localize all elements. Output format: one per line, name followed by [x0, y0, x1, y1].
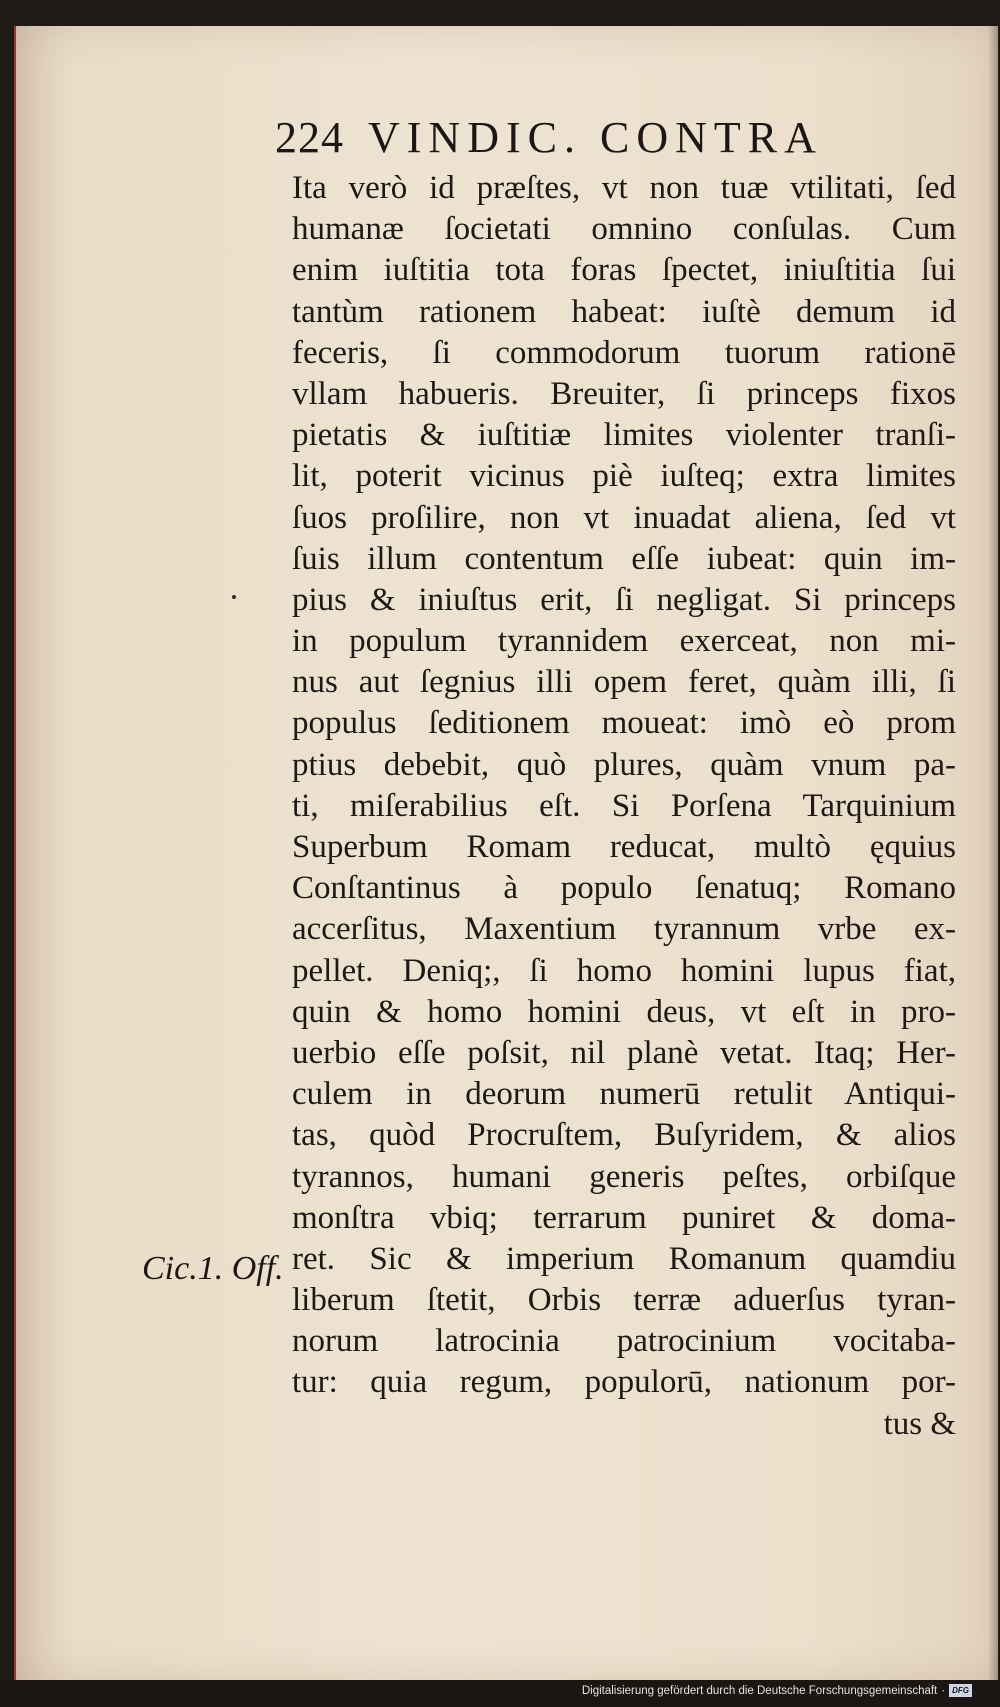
text-line: tyrannos, humani generis peſtes, orbiſque	[292, 1158, 956, 1195]
text-line: monſtra vbiq; terrarum puniret & doma-	[292, 1199, 956, 1236]
text-line: tus &	[883, 1405, 956, 1442]
text-line: ſuos proſilire, non vt inuadat aliena, ſed vt	[292, 499, 956, 536]
text-line: norum latrocinia patrocinium vocitaba-	[292, 1323, 956, 1360]
margin-note: Cic.1. Off.	[142, 1250, 284, 1287]
text-line: vllam habueris. Breuiter, ſi princeps fixos	[292, 375, 956, 412]
text-line: nus aut ſegnius illi opem feret, quàm illi, ſi	[292, 664, 956, 701]
body-text	[292, 168, 956, 1445]
text-line: liberum ſtetit, Orbis terræ aduerſus tyran-	[292, 1282, 956, 1319]
digitization-credit: Digitalisierung gefördert durch die Deutsche Forschungsgemeinschaft · DFG	[582, 1684, 972, 1697]
text-line: ſuis illum contentum eſſe iubeat: quin im-	[292, 540, 956, 577]
credit-text: Digitalisierung gefördert durch die Deutsche Forschungsgemeinschaft	[581, 1684, 938, 1697]
text-line: uerbio eſſe poſsit, nil planè vetat. Itaq; Her-	[292, 1034, 956, 1071]
text-line: pellet. Deniq;, ſi homo homini lupus fiat,	[292, 952, 956, 989]
text-line: Superbum Romam reducat, multò ęquius	[292, 829, 956, 865]
text-line: tantùm rationem habeat: iuſtè demum id	[292, 293, 956, 330]
page-edge-shadow	[988, 26, 998, 1680]
text-line: enim iuſtitia tota foras ſpectet, iniuſtitia ſui	[292, 252, 956, 289]
dfg-logo-icon: DFG	[949, 1684, 972, 1697]
text-line: Ita verò id præſtes, vt non tuæ vtilitati, ſed	[292, 170, 956, 206]
running-head: VINDIC. CONTRA	[368, 113, 823, 162]
text-line: feceris, ſi commodorum tuorum rationē	[292, 334, 956, 371]
text-line: ti, miſerabilius eſt. Si Porſena Tarquinium	[292, 787, 956, 824]
text-line: pietatis & iuſtitiæ limites violenter tranſi-	[292, 417, 956, 454]
text-line: culem in deorum numerū retulit Antiqui-	[292, 1076, 956, 1113]
text-line: Conſtantinus à populo ſenatuq; Romano	[292, 870, 956, 907]
text-line: ret. Sic & imperium Romanum quamdiu	[292, 1240, 956, 1277]
page-header	[275, 112, 915, 163]
text-line: accerſitus, Maxentium tyrannum vrbe ex-	[292, 911, 956, 948]
text-line: tas, quòd Procruſtem, Buſyridem, & alios	[292, 1117, 956, 1154]
text-line: ptius debebit, quò plures, quàm vnum pa-	[292, 746, 956, 783]
text-line: tur: quia regum, populorū, nationum por-	[292, 1364, 956, 1401]
text-line: pius & iniuſtus erit, ſi negligat. Si princeps	[292, 581, 956, 618]
text-line: quin & homo homini deus, vt eſt in pro-	[292, 993, 956, 1030]
text-line: humanæ ſocietati omnino conſulas. Cum	[292, 211, 956, 248]
ink-speck	[232, 595, 236, 599]
text-line: lit, poterit vicinus piè iuſteq; extra limites	[292, 458, 956, 495]
page-number: 224	[275, 113, 344, 162]
text-line: populus ſeditionem moueat: imò eò prom	[292, 705, 956, 742]
text-line: in populum tyrannidem exerceat, non mi-	[292, 623, 956, 660]
